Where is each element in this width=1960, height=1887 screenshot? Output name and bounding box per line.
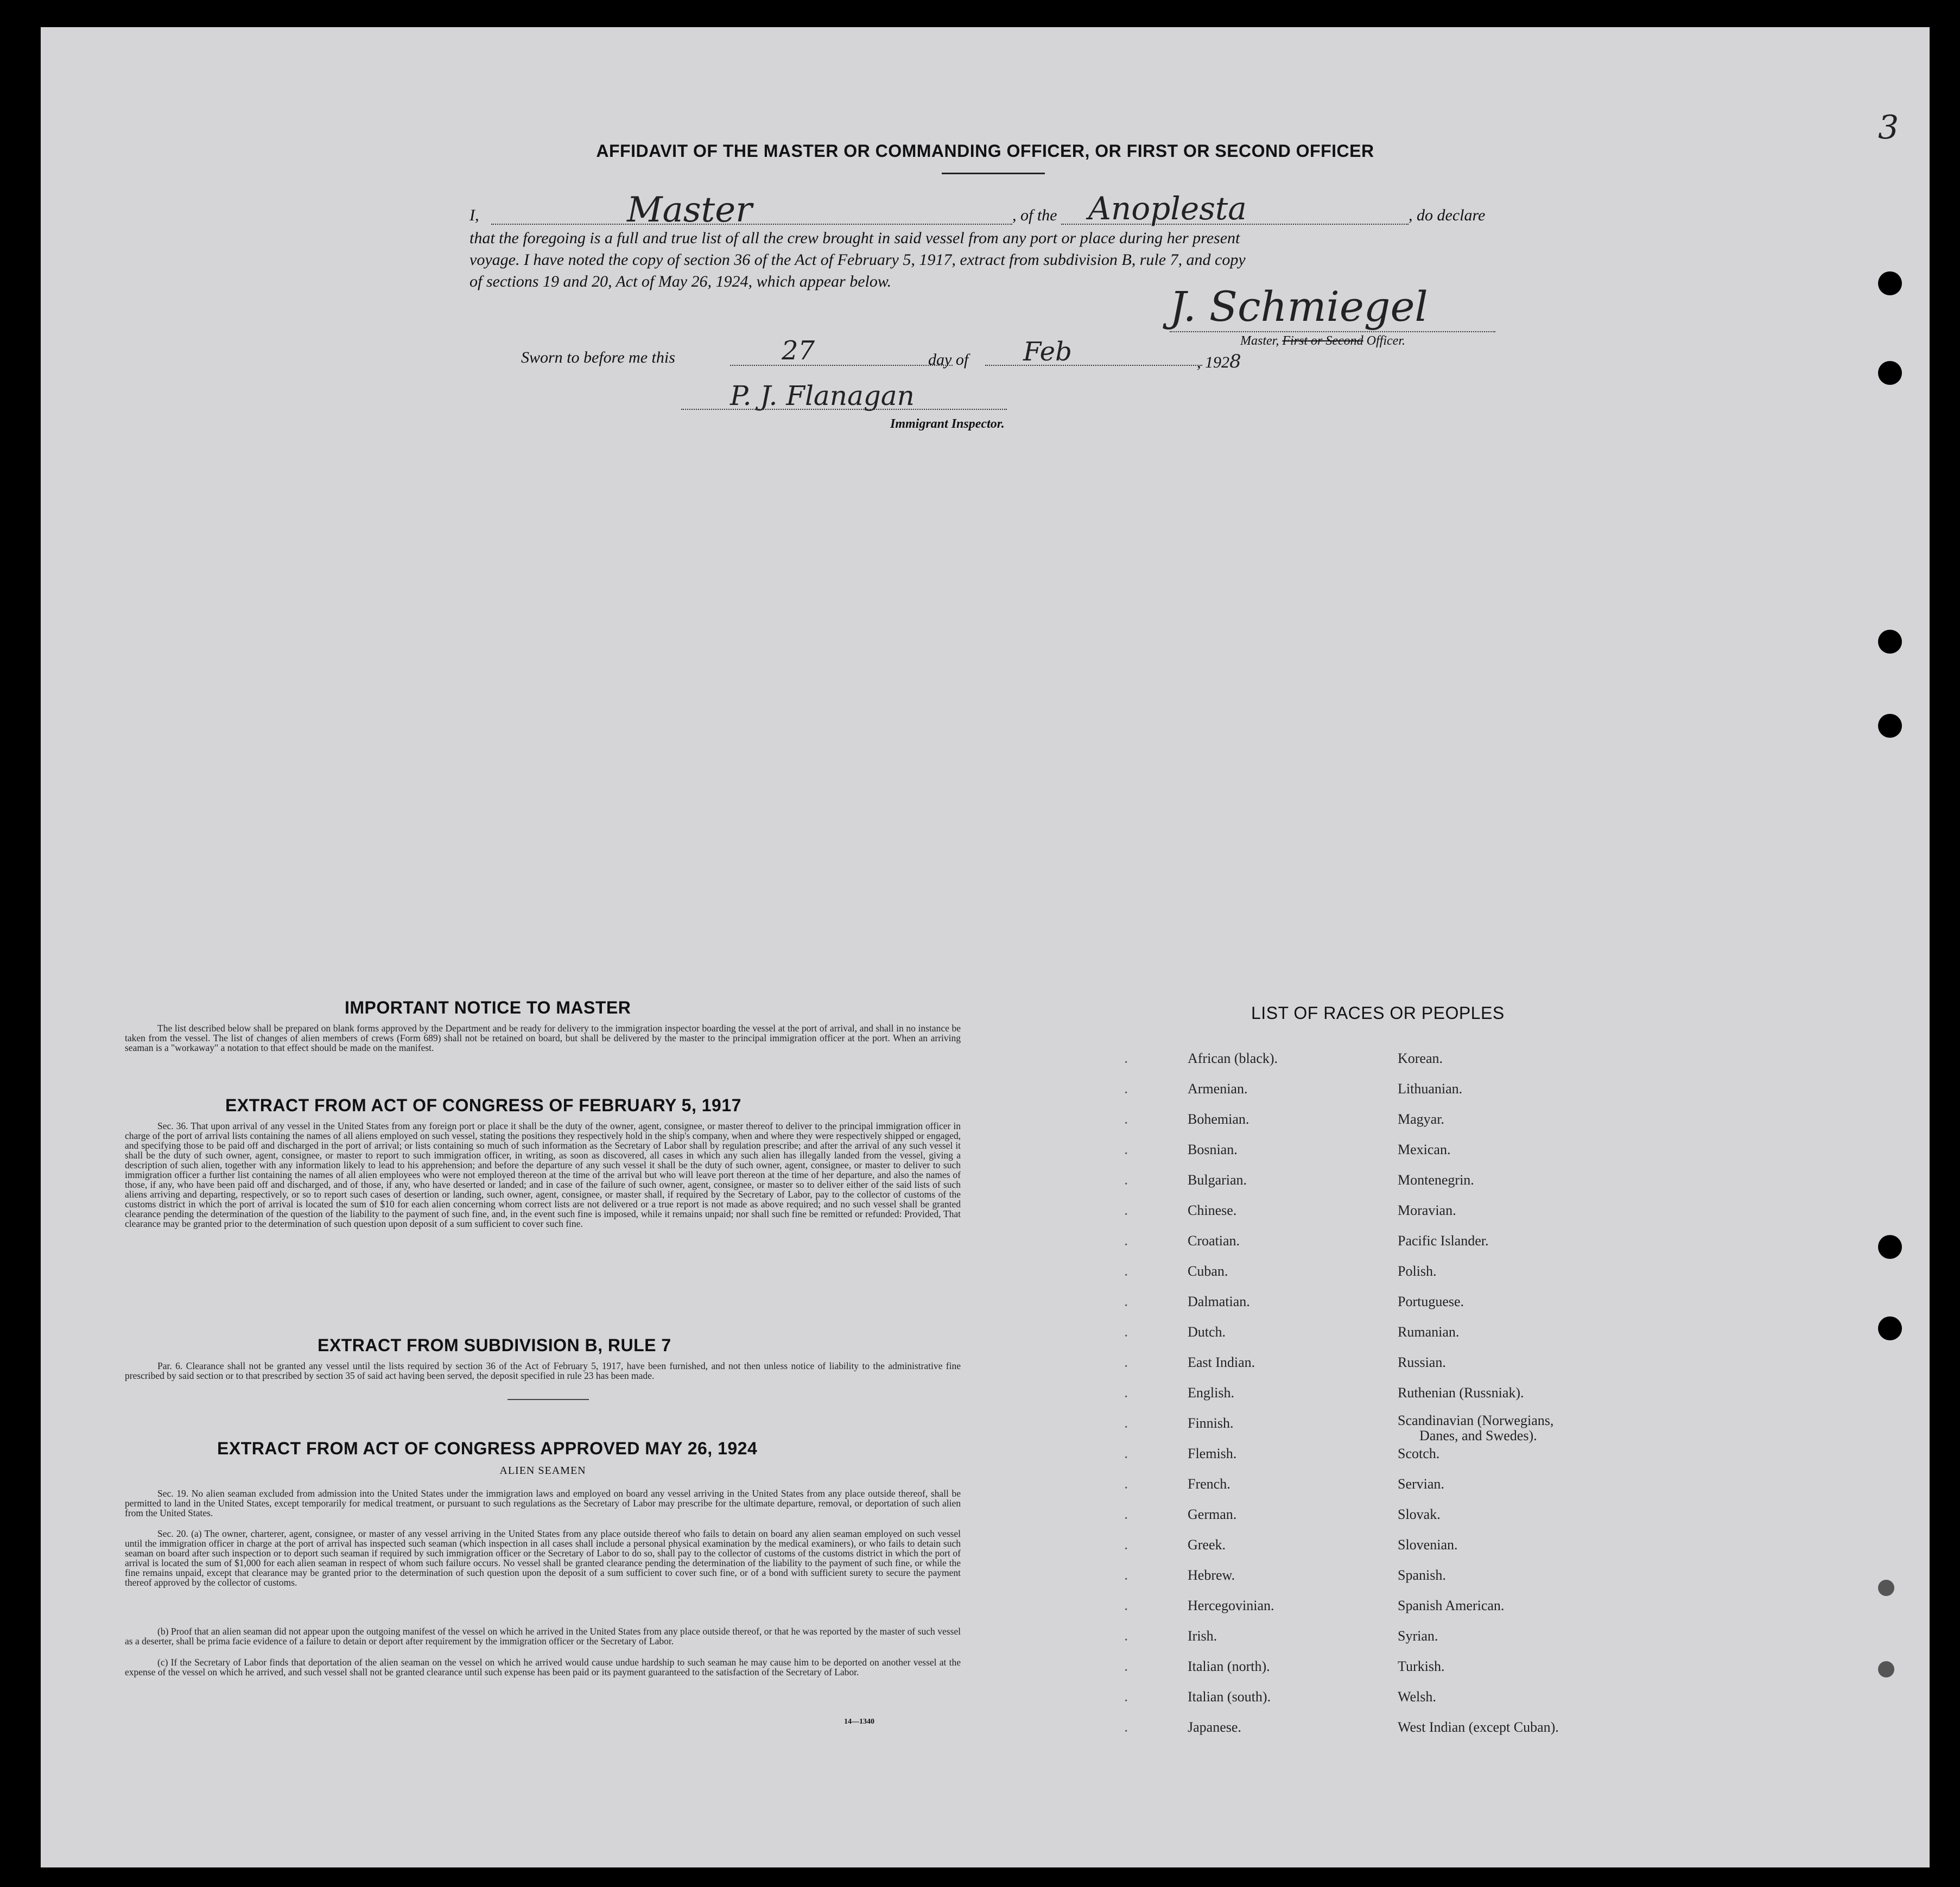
affidavit-line2: that the foregoing is a full and true list of all the crew brought in said vessel from any port or place during her present [470, 229, 1240, 247]
race-left-6: Chinese. [1188, 1202, 1237, 1218]
race-right-16: Slovak. [1398, 1506, 1441, 1522]
race-right-7: Pacific Islander. [1398, 1233, 1489, 1249]
affidavit-line1-prefix: I, [470, 206, 479, 224]
form-page [41, 27, 1930, 1867]
sworn-label: Sworn to before me this [521, 349, 675, 366]
race-right-13: Scandinavian (Norwegians, [1398, 1413, 1554, 1428]
race-right-5: Montenegrin. [1398, 1172, 1474, 1188]
signature-line [1170, 331, 1495, 332]
race-right-21: Turkish. [1398, 1658, 1445, 1674]
race-left-21: Italian (north). [1188, 1658, 1270, 1674]
title-rule [942, 173, 1045, 174]
section-divider [508, 1399, 589, 1400]
master-signature: J. Schmiegel [1170, 282, 1428, 331]
master-name: Master [627, 190, 752, 230]
affidavit-line1-suffix: , do declare [1409, 206, 1486, 224]
extract-1924-sec20a: Sec. 20. (a) The owner, charterer, agent, consignee, or master of any vessel arriving in the United States from any place outside thereof who fails to detain on board any alien seaman employed on such vessel until the immigration officer in charge at the port of arrival has inspected such seaman (which inspection in all cases shall include a personal physical examination by the medical examiners), or who fails to detain such seaman on board after such inspection or to deport such seaman if required by such immigration officer or the Secretary of Labor to do so, shall pay to the collector of customs of the customs district in which the port of arrival is located the sum of $1,000 for each alien seaman in respect of whom such failure occurs. No vessel shall be granted clearance pending the determination of the liability to the payment of such fine, or while the fine remains unpaid, except that clearance may be granted prior to the determination of such question upon the deposit of a sum sufficient to cover such fine, or of a bond with sufficient surety to secure the payment thereof approved by the collector of customs. [125, 1528, 961, 1588]
race-left-18: Hebrew. [1188, 1567, 1235, 1583]
race-right-22: Welsh. [1398, 1689, 1436, 1705]
race-right-15: Servian. [1398, 1476, 1444, 1492]
day-of-label: day of [928, 351, 969, 369]
race-right-3: Magyar. [1398, 1111, 1444, 1127]
race-right-14: Scotch. [1398, 1446, 1440, 1461]
race-left-8: Cuban. [1188, 1263, 1228, 1279]
race-right-13-cont: Danes, and Swedes). [1419, 1428, 1537, 1443]
race-right-11: Russian. [1398, 1354, 1446, 1370]
race-left-15: French. [1188, 1476, 1230, 1492]
race-left-1: African (black). [1188, 1050, 1278, 1066]
race-right-20: Syrian. [1398, 1628, 1438, 1644]
sworn-day: 27 [782, 335, 815, 366]
month-fill-line [985, 365, 1202, 366]
race-left-12: English. [1188, 1385, 1234, 1401]
extract-1917-title: EXTRACT FROM ACT OF CONGRESS OF FEBRUARY 5, 1917 [225, 1096, 741, 1115]
punch-hole-8 [1878, 1661, 1894, 1677]
race-right-10: Rumanian. [1398, 1324, 1460, 1340]
officer-title [1240, 334, 1405, 349]
alien-seamen-subtitle: ALIEN SEAMEN [499, 1465, 586, 1477]
race-right-9: Portuguese. [1398, 1294, 1464, 1309]
race-left-2: Armenian. [1188, 1081, 1248, 1097]
vessel-name: Anoplesta [1088, 190, 1247, 227]
extract-1924-sec20c: (c) If the Secretary of Labor finds that deportation of the alien seaman on the vessel on which he arrived would cause undue hardship to such seaman he may cause him to be deported on another vessel at the expense of the vessel on which he arrived, and such vessel shall not be granted clearance until such expense has been paid or its payment guaranteed to the satisfaction of the Secretary of Labor. [125, 1657, 961, 1677]
officer-struck: First or Second [1282, 334, 1363, 348]
race-left-17: Greek. [1188, 1537, 1226, 1553]
race-right-17: Slovenian. [1398, 1537, 1458, 1553]
race-right-6: Moravian. [1398, 1202, 1456, 1218]
year-prefix: , 192 [1197, 353, 1229, 371]
extract-1917-text: Sec. 36. That upon arrival of any vessel in the United States from any foreign port or place it shall be the duty of the owner, agent, consignee, or master thereof to deliver to the principal immigration officer in charge of the port of arrival lists containing the names of all aliens employed on such vessel, stating the positions they respectively hold in the ship's company, when and where they were respectively shipped or engaged, and specifying those to be paid off and discharged in the port of arrival; or lists containing so much of such information as the Secretary of Labor shall by regulation prescribe; and after the arrival of any such vessel it shall be the duty of such owner, agent, consignee, or master to report to such immigration officer, in writing, as soon as discovered, all cases in which any such alien has illegally landed from the vessel, giving a description of such alien, together with any information likely to lead to his apprehension; and before the departure of any such vessel it shall be the duty of such owner, agent, consignee, or master to deliver to such immigration officer a further list containing the names of all alien employees who were not employed thereon at the time of the arrival but who will leave port thereon at the time of her departure, and also the names of those, if any, who have been paid off and discharged, and of those, if any, who have deserted or landed; and in case of the failure of such owner, agent, consignee, or master so to deliver either of the said lists of such aliens arriving and departing, respectively, or so to report such cases of desertion or landing, such owner, agent, consignee, or master shall, if required by the Secretary of Labor, pay to the collector of customs of the customs district in which the port of arrival is located the sum of $10 for each alien concerning whom correct lists are not delivered or a true report is not made as above required; and no such vessel shall be granted clearance pending the determination of the question of the liability to the payment of such fine, and, in the event such fine is imposed, while it remains unpaid; nor shall such fine be remitted or refunded: Provided, That clearance may be granted prior to the determination of such question upon deposit of a sum sufficient to cover such fine. [125, 1120, 961, 1229]
form-number: 14—1340 [844, 1718, 874, 1726]
year-digit: 8 [1229, 351, 1241, 372]
extract-rule7-text: Par. 6. Clearance shall not be granted any vessel until the lists required by section 36 of the Act of February 5, 1917, have been furnished, and not then unless notice of liability to the administrative fine prescribed by said section or to that prescribed by section 35 of said act having been served, the deposit specified in rule 23 has been made. [125, 1360, 961, 1381]
race-right-2: Lithuanian. [1398, 1081, 1463, 1097]
race-left-5: Bulgarian. [1188, 1172, 1247, 1188]
race-left-23: Japanese. [1188, 1719, 1241, 1735]
race-left-16: German. [1188, 1506, 1237, 1522]
inspector-line [681, 409, 1007, 410]
race-left-3: Bohemian. [1188, 1111, 1249, 1127]
affidavit-line4: of sections 19 and 20, Act of May 26, 1924, which appear below. [470, 273, 892, 290]
affidavit-title: AFFIDAVIT OF THE MASTER OR COMMANDING OFFICER, OR FIRST OR SECOND OFFICER [596, 141, 1374, 161]
race-left-7: Croatian. [1188, 1233, 1240, 1249]
affidavit-line1-mid: , of the [1012, 206, 1057, 224]
punch-hole-7 [1878, 1580, 1894, 1596]
extract-1924-title: EXTRACT FROM ACT OF CONGRESS APPROVED MAY 26, 1924 [217, 1439, 758, 1458]
punch-hole-1 [1878, 271, 1902, 295]
sworn-month: Feb [1023, 337, 1072, 367]
race-left-13: Finnish. [1188, 1415, 1234, 1431]
margin-dots: · · · · · · · · · · · · · · · · · · · · · · · [1124, 1054, 1139, 1740]
notice-text: The list described below shall be prepared on blank forms approved by the Department and be ready for delivery to the immigration inspector boarding the vessel at the port of arrival, and shall in no instance be taken from the vessel. The list of changes of alien members of crews (Form 689) shall not be retained on board, but shall be delivered by the master to the principal immigration officer at the port. When an arriving seaman is a "workaway" a notation to that effect should be made on the manifest. [125, 1023, 961, 1053]
inspector-label: Immigrant Inspector. [890, 417, 1005, 431]
day-fill-line [730, 365, 953, 366]
punch-hole-5 [1878, 1235, 1902, 1259]
punch-hole-2 [1878, 361, 1902, 385]
race-right-19: Spanish American. [1398, 1598, 1505, 1613]
race-left-4: Bosnian. [1188, 1142, 1238, 1157]
affidavit-line3: voyage. I have noted the copy of section 36 of the Act of February 5, 1917, extract from subdivision B, rule 7, and copy [470, 251, 1246, 269]
race-right-23: West Indian (except Cuban). [1398, 1719, 1559, 1735]
race-left-11: East Indian. [1188, 1354, 1255, 1370]
race-left-22: Italian (south). [1188, 1689, 1271, 1705]
extract-1924-sec20b: (b) Proof that an alien seaman did not appear upon the outgoing manifest of the vessel on which he arrived in the United States from any place outside thereof, or that he was reported by the master of such vessel as a deserter, shall be prima facie evidence of a failure to detain or deport after requirement by the immigration officer or the Secretary of Labor. [125, 1626, 961, 1647]
punch-hole-3 [1878, 630, 1902, 654]
officer-label-end: Officer. [1363, 334, 1405, 348]
race-right-12: Ruthenian (Russniak). [1398, 1385, 1524, 1401]
race-right-18: Spanish. [1398, 1567, 1446, 1583]
race-left-9: Dalmatian. [1188, 1294, 1250, 1309]
race-left-10: Dutch. [1188, 1324, 1226, 1340]
sworn-year [1197, 351, 1241, 372]
race-right-8: Polish. [1398, 1263, 1437, 1279]
race-left-20: Irish. [1188, 1628, 1217, 1644]
extract-rule7-title: EXTRACT FROM SUBDIVISION B, RULE 7 [318, 1335, 671, 1355]
officer-label: Master, [1240, 334, 1283, 348]
corner-page-number: 3 [1878, 109, 1899, 147]
race-left-14: Flemish. [1188, 1446, 1237, 1461]
race-right-4: Mexican. [1398, 1142, 1451, 1157]
race-left-19: Hercegovinian. [1188, 1598, 1274, 1613]
notice-title: IMPORTANT NOTICE TO MASTER [345, 998, 631, 1017]
races-title: LIST OF RACES OR PEOPLES [1251, 1003, 1505, 1023]
punch-hole-4 [1878, 714, 1902, 738]
race-right-1: Korean. [1398, 1050, 1443, 1066]
punch-hole-6 [1878, 1316, 1902, 1340]
extract-1924-sec19: Sec. 19. No alien seaman excluded from admission into the United States under the immigration laws and employed on board any vessel arriving in the United States from any place outside thereof, shall be permitted to land in the United States, except temporarily for medical treatment, or pursuant to such regulations as the Secretary of Labor may prescribe for the ultimate departure, removal, or deportation of such alien from the United States. [125, 1488, 961, 1518]
inspector-signature: P. J. Flanagan [730, 380, 915, 411]
